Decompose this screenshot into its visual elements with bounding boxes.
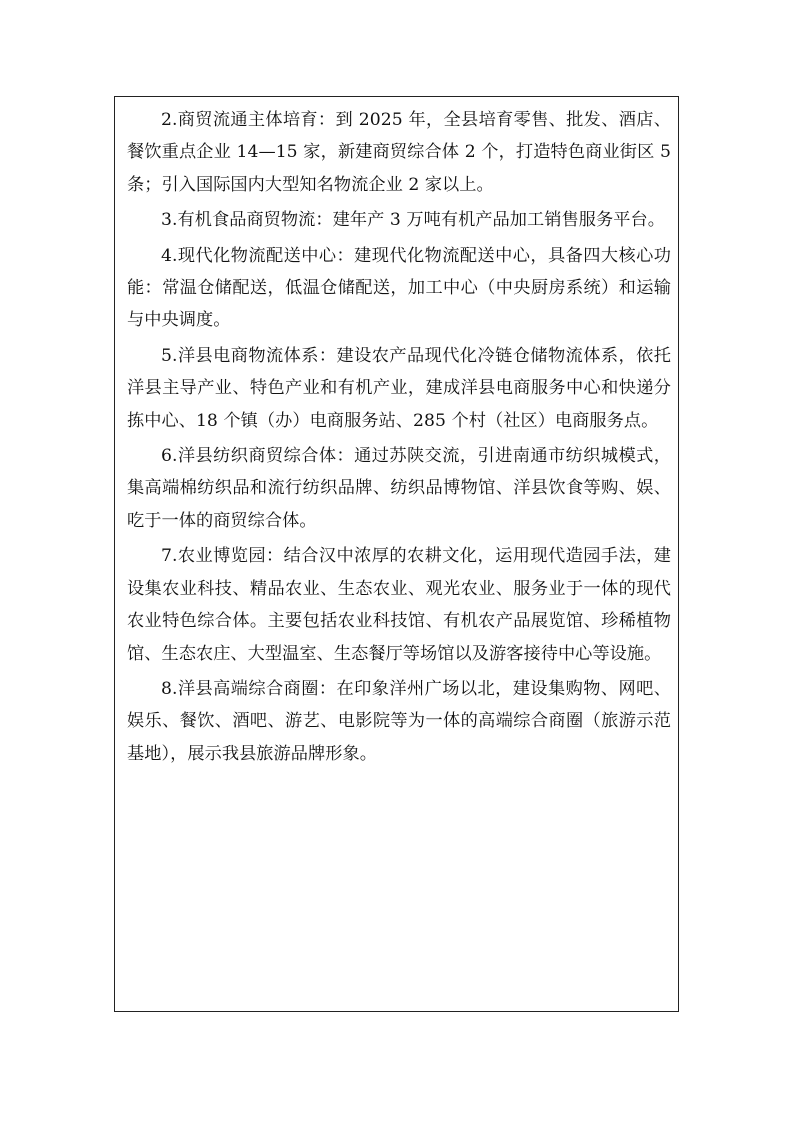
paragraph-business-district: 8.洋县高端综合商圈：在印象洋州广场以北，建设集购物、网吧、娱乐、餐饮、酒吧、游艺、电影院等为一体的高端综合商圈（旅游示范基地），展示我县旅游品牌形象。: [127, 678, 671, 764]
paragraph-logistics-center: 4.现代化物流配送中心：建现代化物流配送中心，具备四大核心功能：常温仓储配送，低温仓储配送，加工中心（中央厨房系统）和运输与中央调度。: [127, 245, 671, 331]
paragraph-trade-entities: 2.商贸流通主体培育：到 2025 年，全县培育零售、批发、酒店、餐饮重点企业 14—15 家，新建商贸综合体 2 个，打造特色商业街区 5 条；引入国际国内大型知名物流企业 2 家以上。: [127, 110, 671, 195]
document-body: [127, 104, 671, 773]
paragraph-organic-food-logistics: 3.有机食品商贸物流：建年产 3 万吨有机产品加工销售服务平台。: [161, 210, 665, 231]
paragraph-textile-complex: 6.洋县纺织商贸综合体：通过苏陕交流，引进南通市纺织城模式，集高端棉纺织品和流行纺织品牌、纺织品博物馆、洋县饮食等购、娱、吃于一体的商贸综合体。: [127, 446, 671, 531]
paragraph-ecommerce-logistics: 5.洋县电商物流体系：建设农产品现代化冷链仓储物流体系，依托洋县主导产业、特色产业和有机产业，建成洋县电商服务中心和快递分拣中心、18 个镇（办）电商服务站、285 个村（社区）电商服务点。: [127, 345, 671, 431]
paragraph-agri-expo-park: 7.农业博览园：结合汉中浓厚的农耕文化，运用现代造园手法，建设集农业科技、精品农业、生态农业、观光农业、服务业于一体的现代农业特色综合体。主要包括农业科技馆、有机农产品展览馆、珍稀植物馆、生态农庄、大型温室、生态餐厅等场馆以及游客接待中心等设施。: [127, 546, 671, 664]
